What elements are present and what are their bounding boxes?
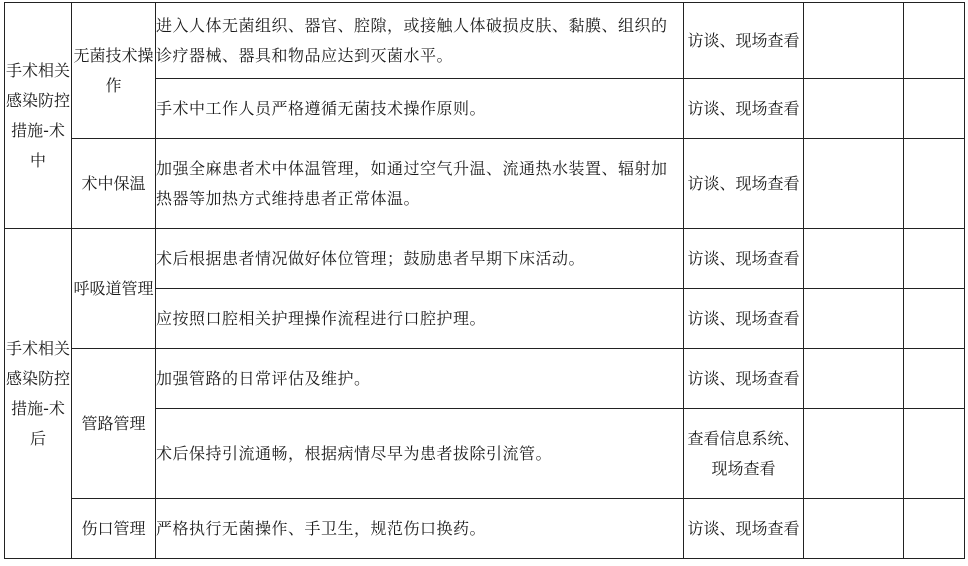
blank-cell	[904, 79, 965, 139]
method-text: 访谈、现场查看	[687, 368, 800, 388]
blank-cell	[904, 409, 965, 499]
method-text: 访谈、现场查看	[687, 173, 800, 193]
table-row	[5, 229, 965, 289]
subcategory-cell	[72, 499, 156, 559]
requirement-cell	[156, 139, 684, 229]
method-cell	[684, 229, 804, 289]
method-text: 访谈、现场查看	[687, 248, 800, 268]
blank-cell	[904, 3, 965, 79]
requirement-cell	[156, 349, 684, 409]
requirement-cell	[156, 499, 684, 559]
blank-cell	[804, 499, 904, 559]
subcategory-cell	[72, 139, 156, 229]
method-text: 访谈、现场查看	[687, 30, 800, 50]
blank-cell	[904, 289, 965, 349]
blank-cell	[804, 3, 904, 79]
method-text: 访谈、现场查看	[687, 98, 800, 118]
blank-cell	[804, 289, 904, 349]
method-text: 访谈、现场查看	[687, 518, 800, 538]
blank-cell	[904, 229, 965, 289]
subcategory-cell	[72, 229, 156, 349]
method-cell	[684, 499, 804, 559]
category-cell	[5, 229, 72, 559]
requirement-cell	[156, 229, 684, 289]
requirement-text: 严格执行无菌操作、手卫生，规范伤口换药。	[156, 518, 487, 538]
table-row	[5, 139, 965, 229]
subcategory-label: 管路管理	[81, 413, 146, 433]
category-label: 手术相关感染防控措施-术中	[5, 60, 70, 170]
requirement-text: 术后根据患者情况做好体位管理；鼓励患者早期下床活动。	[156, 248, 586, 268]
method-cell	[684, 3, 804, 79]
table-row	[5, 499, 965, 559]
method-cell	[684, 409, 804, 499]
blank-cell	[804, 349, 904, 409]
method-text: 查看信息系统、现场查看	[687, 428, 800, 478]
method-text: 访谈、现场查看	[687, 308, 800, 328]
subcategory-label: 术中保温	[81, 173, 146, 193]
blank-cell	[804, 229, 904, 289]
blank-cell	[804, 409, 904, 499]
requirement-text: 加强全麻患者术中体温管理，如通过空气升温、流通热水装置、辐射加热器等加热方式维持患者正常体温。	[156, 158, 668, 208]
requirement-text: 应按照口腔相关护理操作流程进行口腔护理。	[156, 308, 487, 328]
requirement-text: 手术中工作人员严格遵循无菌技术操作原则。	[156, 98, 487, 118]
subcategory-cell	[72, 349, 156, 499]
subcategory-label: 呼吸道管理	[73, 278, 154, 298]
requirement-cell	[156, 289, 684, 349]
blank-cell	[804, 139, 904, 229]
subcategory-label: 伤口管理	[81, 518, 146, 538]
requirement-text: 术后保持引流通畅，根据病情尽早为患者拔除引流管。	[156, 443, 553, 463]
category-label: 手术相关感染防控措施-术后	[5, 338, 70, 448]
blank-cell	[904, 139, 965, 229]
method-cell	[684, 289, 804, 349]
subcategory-cell	[72, 3, 156, 139]
category-cell	[5, 3, 72, 229]
method-cell	[684, 79, 804, 139]
requirement-cell	[156, 3, 684, 79]
blank-cell	[904, 349, 965, 409]
requirement-cell	[156, 79, 684, 139]
requirement-text: 进入人体无菌组织、器官、腔隙，或接触人体破损皮肤、黏膜、组织的诊疗器械、器具和物品应达到灭菌水平。	[156, 15, 668, 65]
method-cell	[684, 349, 804, 409]
blank-cell	[904, 499, 965, 559]
requirement-cell	[156, 409, 684, 499]
table-row	[5, 3, 965, 79]
requirement-text: 加强管路的日常评估及维护。	[156, 368, 371, 388]
table-row	[5, 349, 965, 409]
subcategory-label: 无菌技术操作	[73, 45, 154, 95]
method-cell	[684, 139, 804, 229]
requirements-table	[4, 2, 965, 559]
blank-cell	[804, 79, 904, 139]
